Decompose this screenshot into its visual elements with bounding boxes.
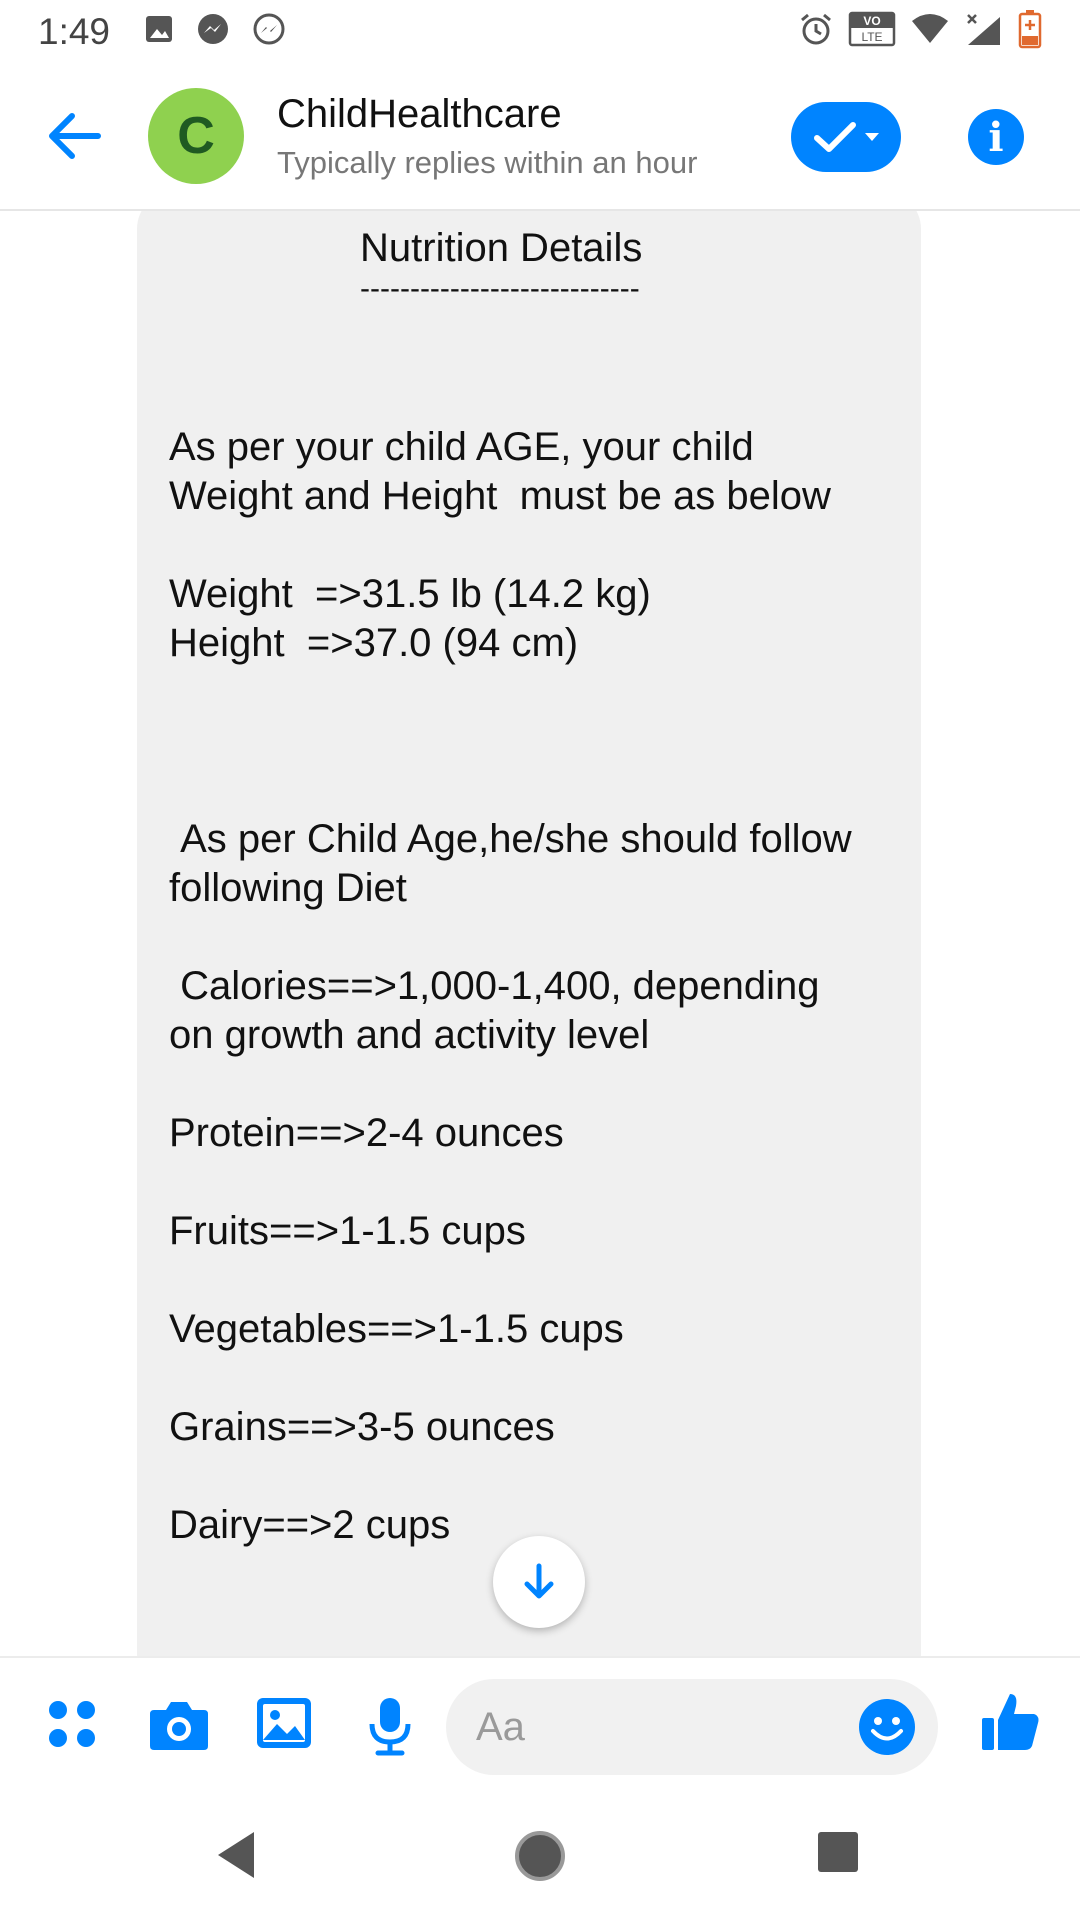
svg-text:LTE: LTE <box>861 30 883 44</box>
message-input[interactable] <box>476 1701 836 1753</box>
triangle-back-icon <box>214 1830 258 1880</box>
scroll-to-bottom-button[interactable] <box>493 1536 585 1628</box>
contact-name: ChildHealthcare <box>277 91 562 136</box>
back-arrow-icon <box>46 112 102 160</box>
mark-done-button[interactable] <box>791 102 901 172</box>
circle-home-icon <box>514 1830 566 1882</box>
status-bar <box>0 0 1080 63</box>
info-icon: i <box>988 113 1004 161</box>
conversation-header <box>0 63 1080 211</box>
messenger-outline-icon <box>252 12 286 51</box>
message-title: Nutrition Details <box>360 226 643 270</box>
nav-home-button[interactable] <box>514 1830 566 1882</box>
wifi-icon <box>910 13 950 50</box>
message-divider: ---------------------------- <box>360 272 640 305</box>
messenger-icon <box>196 12 230 51</box>
avatar[interactable] <box>148 88 244 184</box>
contact-info[interactable] <box>277 92 697 181</box>
nav-recents-button[interactable] <box>816 1830 860 1874</box>
alarm-icon <box>798 11 834 52</box>
photo-icon <box>255 1696 313 1750</box>
camera-button[interactable] <box>148 1696 210 1752</box>
volte-icon <box>848 11 896 52</box>
svg-text:VO: VO <box>863 14 881 28</box>
back-button[interactable] <box>44 106 104 166</box>
nav-back-button[interactable] <box>214 1830 258 1880</box>
message-text: As per your child AGE, your child Weight and Height must be as below Weight =>31.5 lb (14.2 kg) Height =>37.0 (94 cm) As per Child Age,he/she should follow following Diet Calories==>1,000-1,400, depending on growth and activity level Protein==>2-4 ounces Fruits==>1-1.5 cups Vegetables==>1-1.5 cups Grains==>3-5 ounces Dairy==>2 cups <box>169 425 852 1547</box>
info-button[interactable] <box>968 109 1024 165</box>
chevron-down-icon <box>863 131 881 143</box>
voice-button[interactable] <box>366 1696 414 1756</box>
message-input-wrapper <box>446 1679 938 1775</box>
camera-icon <box>148 1696 210 1752</box>
more-actions-button[interactable] <box>44 1696 100 1752</box>
microphone-icon <box>366 1696 414 1756</box>
contact-status: Typically replies within an hour <box>277 144 698 180</box>
like-button[interactable] <box>980 1690 1042 1754</box>
arrow-down-icon <box>519 1562 559 1602</box>
square-recents-icon <box>816 1830 860 1874</box>
message-composer <box>0 1656 1080 1796</box>
image-icon <box>144 14 174 49</box>
emoji-button[interactable] <box>858 1698 916 1756</box>
thumbs-up-icon <box>980 1690 1042 1754</box>
system-navigation-bar <box>0 1796 1080 1920</box>
checkmark-icon <box>811 117 859 157</box>
status-time: 1:49 <box>38 10 111 52</box>
battery-low-icon <box>1018 9 1042 54</box>
smiley-icon <box>858 1698 916 1756</box>
avatar-letter: C <box>177 107 215 165</box>
four-dots-icon <box>44 1696 100 1752</box>
message-list[interactable] <box>0 211 1080 1656</box>
signal-icon <box>964 11 1004 52</box>
gallery-button[interactable] <box>255 1696 313 1750</box>
